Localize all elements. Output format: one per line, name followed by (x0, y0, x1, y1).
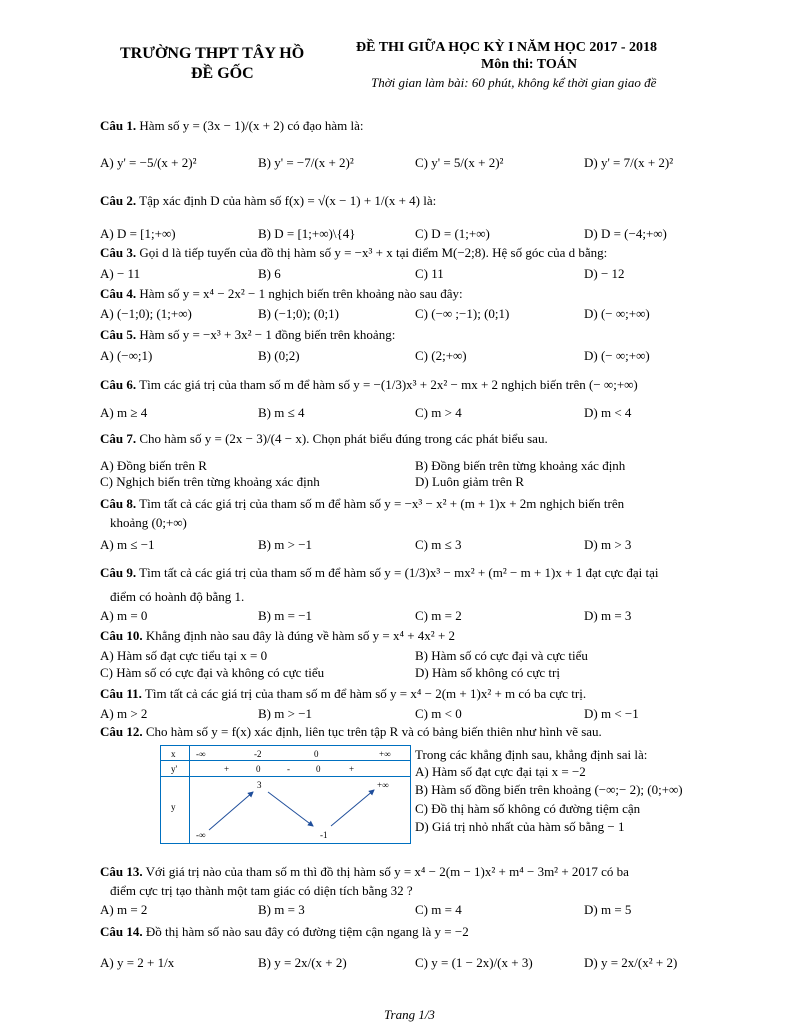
option-d[interactable]: D) − 12 (584, 266, 625, 281)
option-d[interactable]: D) Hàm số không có cực trị (415, 665, 560, 680)
question-text: Với giá trị nào của tham số m thì đồ thị hàm số y = x⁴ − 2(m − 1)x² + m⁴ − 3m² + 2017 có ba (145, 864, 629, 879)
option-a[interactable]: A) − 11 (100, 266, 141, 281)
question-number: Câu 8. (100, 496, 137, 511)
option-d[interactable]: D) m = 5 (584, 902, 632, 917)
variation-table (160, 745, 411, 844)
option-b[interactable]: B) m = 3 (258, 902, 305, 917)
question-3 (100, 245, 607, 261)
question-9 (100, 565, 659, 581)
option-d[interactable]: D) m < 4 (584, 405, 632, 420)
option-c[interactable]: C) Hàm số có cực đại và không có cực tiểu (100, 665, 325, 680)
question-text: Hàm số y = x⁴ − 2x² − 1 nghịch biến trên khoảng nào sau đây: (139, 286, 463, 301)
option-b[interactable]: B) (0;2) (258, 348, 300, 363)
option-b[interactable]: B) (−1;0); (0;1) (258, 306, 339, 321)
exam-title: ĐỀ THI GIỮA HỌC KỲ I NĂM HỌC 2017 - 2018 (356, 40, 658, 55)
option-d[interactable]: D) y' = 7/(x + 2)² (584, 155, 674, 170)
table-yp-value: 0 (316, 764, 321, 774)
option-c[interactable]: C) Đồ thị hàm số không có đường tiệm cận (415, 801, 641, 816)
option-a[interactable]: A) y = 2 + 1/x (100, 955, 175, 970)
option-a[interactable]: A) Hàm số đạt cực tiểu tại x = 0 (100, 648, 268, 663)
exam-code: ĐỀ GỐC (191, 65, 254, 82)
question-number: Câu 1. (100, 118, 137, 133)
time-note: Thời gian làm bài: 60 phút, không kể thời gian giao đề (371, 75, 657, 90)
option-c[interactable]: C) 11 (415, 266, 444, 281)
table-x-value: 0 (314, 749, 319, 759)
option-b[interactable]: B) 6 (258, 266, 281, 281)
option-c[interactable]: C) Nghịch biến trên từng khoảng xác định (100, 474, 320, 489)
question-text: Tìm tất cả các giá trị của tham số m để hàm số y = (1/3)x³ − mx² + (m² − m + 1)x + 1 đạt cực đại tại (139, 565, 659, 580)
question-number: Câu 9. (100, 565, 137, 580)
table-y-value: 3 (257, 780, 262, 790)
question-text: Khẳng định nào sau đây là đúng về hàm số y = x⁴ + 4x² + 2 (145, 628, 456, 643)
table-y-value: -1 (320, 830, 328, 840)
option-a[interactable]: A) D = [1;+∞) (100, 226, 176, 241)
variation-arrows (161, 746, 410, 843)
question-6 (100, 377, 638, 393)
table-x-value: +∞ (379, 749, 391, 759)
option-b[interactable]: B) m = −1 (258, 608, 313, 623)
question-text-cont: điểm cực trị tạo thành một tam giác có diện tích bằng 32 ? (110, 883, 413, 898)
question-12 (100, 724, 602, 740)
option-a[interactable]: A) m ≤ −1 (100, 537, 155, 552)
question-14 (100, 924, 469, 940)
table-yp-value: + (349, 764, 355, 774)
option-d[interactable]: D) y = 2x/(x² + 2) (584, 955, 678, 970)
question-number: Câu 5. (100, 327, 137, 342)
table-yp-value: + (224, 764, 230, 774)
option-a[interactable]: A) m = 2 (100, 902, 148, 917)
table-y-value: +∞ (377, 780, 389, 790)
option-a[interactable]: A) (−∞;1) (100, 348, 153, 363)
option-d[interactable]: D) (− ∞;+∞) (584, 348, 650, 363)
question-7 (100, 431, 548, 447)
question-text: Tìm các giá trị của tham số m để hàm số y = −(1/3)x³ + 2x² − mx + 2 nghịch biến trên (− ∞;+∞) (139, 377, 638, 392)
option-d[interactable]: D) m > 3 (584, 537, 632, 552)
option-c[interactable]: C) y' = 5/(x + 2)² (415, 155, 504, 170)
option-c[interactable]: C) y = (1 − 2x)/(x + 3) (415, 955, 533, 970)
option-a[interactable]: A) Hàm số đạt cực đại tại x = −2 (415, 764, 586, 779)
question-text: Hàm số y = −x³ + 3x² − 1 đồng biến trên khoảng: (139, 327, 396, 342)
question-10 (100, 628, 455, 644)
question-text: Tập xác định D của hàm số f(x) = √(x − 1) + 1/(x + 4) là: (139, 193, 437, 208)
question-number: Câu 14. (100, 924, 143, 939)
question-text-cont: khoảng (0;+∞) (110, 515, 187, 530)
question-text: Hàm số y = (3x − 1)/(x + 2) có đạo hàm là: (139, 118, 364, 133)
option-b[interactable]: B) Đồng biến trên từng khoảng xác định (415, 458, 626, 473)
question-number: Câu 12. (100, 724, 143, 739)
question-text: Đồ thị hàm số nào sau đây có đường tiệm cận ngang là y = −2 (145, 924, 469, 939)
option-c[interactable]: C) m < 0 (415, 706, 462, 721)
decreasing-arrow (268, 792, 313, 826)
increasing-arrow (209, 792, 253, 830)
option-c[interactable]: C) m ≤ 3 (415, 537, 462, 552)
option-b[interactable]: B) D = [1;+∞)\{4} (258, 226, 356, 241)
table-yp-label: y' (171, 764, 178, 774)
question-11 (100, 686, 586, 702)
question-text: Tìm tất cả các giá trị của tham số m để hàm số y = x⁴ − 2(m + 1)x² + m có ba cực trị. (144, 686, 587, 701)
option-d[interactable]: D) m = 3 (584, 608, 632, 623)
question-number: Câu 13. (100, 864, 143, 879)
option-a[interactable]: A) m > 2 (100, 706, 148, 721)
question-5 (100, 327, 395, 343)
question-text: Cho hàm số y = (2x − 3)/(4 − x). Chọn phát biểu đúng trong các phát biểu sau. (139, 431, 548, 446)
table-x-value: -2 (254, 749, 262, 759)
option-a[interactable]: A) (−1;0); (1;+∞) (100, 306, 192, 321)
option-b[interactable]: B) Hàm số đồng biến trên khoảng (−∞;− 2); (0;+∞) (415, 782, 683, 797)
option-c[interactable]: C) m > 4 (415, 405, 462, 420)
option-b[interactable]: B) m ≤ 4 (258, 405, 305, 420)
option-b[interactable]: B) m > −1 (258, 706, 313, 721)
question-number: Câu 4. (100, 286, 137, 301)
option-d[interactable]: D) D = (−4;+∞) (584, 226, 667, 241)
option-b[interactable]: B) m > −1 (258, 537, 313, 552)
page-number: Trang 1/3 (384, 1007, 435, 1022)
option-c[interactable]: C) m = 2 (415, 608, 462, 623)
school-name: TRƯỜNG THPT TÂY HỒ (120, 45, 305, 62)
exam-subject: Môn thi: TOÁN (481, 57, 577, 72)
option-b[interactable]: B) y' = −7/(x + 2)² (258, 155, 354, 170)
question-2 (100, 193, 436, 209)
increasing-arrow (331, 790, 374, 826)
table-yp-value: - (287, 764, 290, 774)
question-text: Tìm tất cả các giá trị của tham số m để hàm số y = −x³ − x² + (m + 1)x + 2m nghịch biến trên (139, 496, 625, 511)
question-number: Câu 3. (100, 245, 137, 260)
question-prompt: Trong các khẳng định sau, khẳng định sai là: (415, 747, 648, 762)
option-c[interactable]: C) (2;+∞) (415, 348, 467, 363)
table-x-label: x (171, 749, 176, 759)
question-number: Câu 2. (100, 193, 137, 208)
option-a[interactable]: A) m = 0 (100, 608, 148, 623)
option-c[interactable]: C) D = (1;+∞) (415, 226, 490, 241)
question-number: Câu 6. (100, 377, 137, 392)
option-a[interactable]: A) y' = −5/(x + 2)² (100, 155, 197, 170)
question-number: Câu 11. (100, 686, 142, 701)
table-y-label: y (171, 802, 176, 812)
question-4 (100, 286, 463, 302)
option-c[interactable]: C) (−∞ ;−1); (0;1) (415, 306, 510, 321)
option-a[interactable]: A) Đồng biến trên R (100, 458, 207, 473)
option-b[interactable]: B) y = 2x/(x + 2) (258, 955, 347, 970)
question-1 (100, 118, 364, 134)
option-a[interactable]: A) m ≥ 4 (100, 405, 148, 420)
option-d[interactable]: D) Giá trị nhỏ nhất của hàm số bằng − 1 (415, 819, 625, 834)
question-text-cont: điểm có hoành độ bằng 1. (110, 589, 245, 604)
question-text: Gọi d là tiếp tuyến của đồ thị hàm số y = −x³ + x tại điểm M(−2;8). Hệ số góc của d bằng: (139, 245, 608, 260)
option-d[interactable]: D) (− ∞;+∞) (584, 306, 650, 321)
option-c[interactable]: C) m = 4 (415, 902, 462, 917)
option-d[interactable]: D) m < −1 (584, 706, 639, 721)
table-y-value: -∞ (196, 830, 206, 840)
question-number: Câu 7. (100, 431, 137, 446)
option-d[interactable]: D) Luôn giảm trên R (415, 474, 525, 489)
question-number: Câu 10. (100, 628, 143, 643)
table-yp-value: 0 (256, 764, 261, 774)
question-text: Cho hàm số y = f(x) xác định, liên tục trên tập R và có bảng biến thiên như hình vẽ sau. (145, 724, 602, 739)
question-8 (100, 496, 624, 512)
question-13 (100, 864, 629, 880)
table-x-value: -∞ (196, 749, 206, 759)
option-b[interactable]: B) Hàm số có cực đại và cực tiểu (415, 648, 588, 663)
